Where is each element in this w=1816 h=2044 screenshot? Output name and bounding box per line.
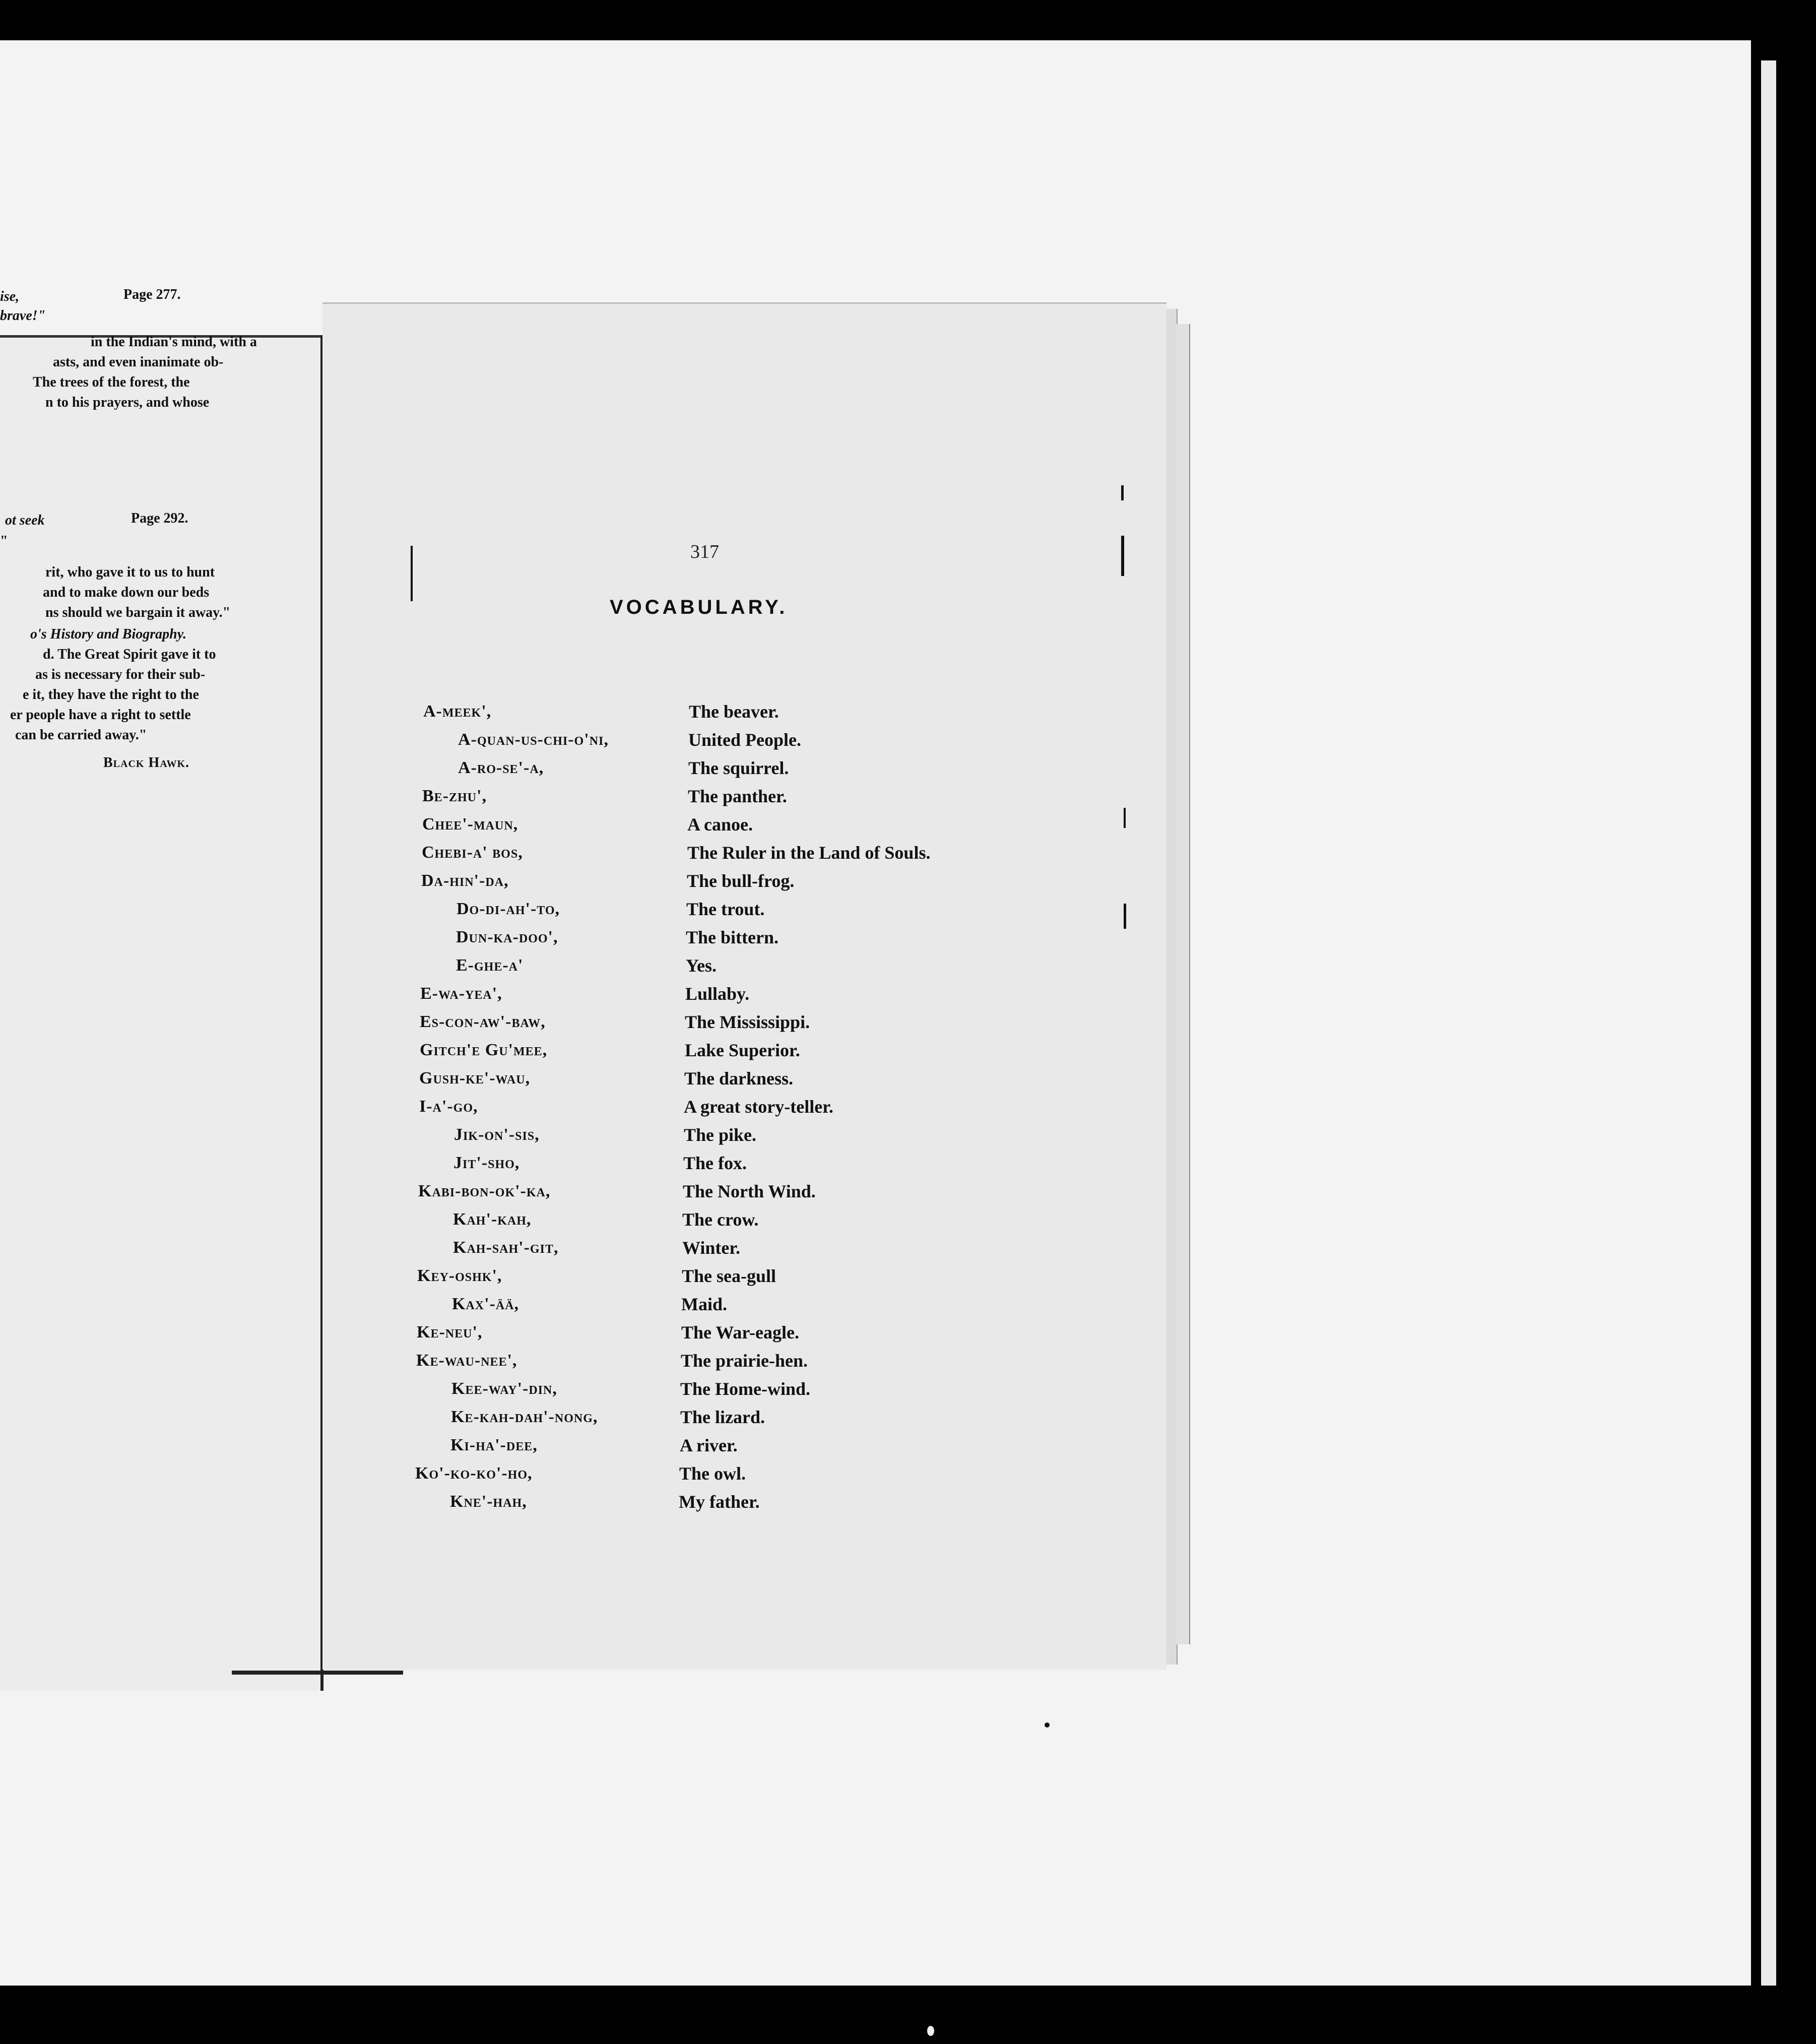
vocabulary-entry <box>322 1205 1129 1233</box>
entry-meaning: The crow. <box>682 1209 759 1230</box>
facing-page-line: as is necessary for their sub- <box>35 667 206 682</box>
entry-term: Da-hin'-da, <box>421 871 509 890</box>
vocabulary-entry <box>322 1261 1129 1290</box>
entry-meaning: The War-eagle. <box>681 1322 799 1343</box>
entry-term: Jit'-sho, <box>453 1154 520 1172</box>
facing-page-line: Page 292. <box>131 510 188 526</box>
entry-meaning: The squirrel. <box>688 758 789 778</box>
facing-page-line: n to his prayers, and whose <box>45 395 210 410</box>
entry-meaning: The lizard. <box>680 1407 765 1427</box>
vocabulary-entry <box>322 1374 1129 1402</box>
entry-term: Kee-way'-din, <box>451 1379 557 1398</box>
facing-page-line: d. The Great Spirit gave it to <box>43 647 216 662</box>
vocabulary-entry <box>322 1459 1129 1487</box>
entry-meaning: The panther. <box>688 786 787 806</box>
entry-meaning: A river. <box>680 1435 738 1455</box>
margin-mark <box>1124 904 1126 929</box>
vocabulary-entry <box>322 697 1129 725</box>
vocabulary-entry <box>322 1120 1129 1148</box>
margin-mark <box>411 546 413 601</box>
entry-term: Key-oshk', <box>417 1266 502 1285</box>
vocabulary-entry <box>322 1402 1129 1431</box>
entry-meaning: The owl. <box>679 1463 746 1484</box>
facing-page-line: Page 277. <box>123 287 181 302</box>
facing-page-line: er people have a right to settle <box>10 707 191 723</box>
vocabulary-entry <box>322 923 1129 951</box>
vocabulary-entry <box>322 951 1129 979</box>
margin-mark <box>1121 485 1124 500</box>
entry-meaning: The bull-frog. <box>687 871 795 891</box>
film-edge <box>1751 0 1816 2044</box>
film-edge-strip <box>1761 60 1776 1986</box>
entry-term: Chee'-maun, <box>422 815 518 834</box>
entry-term: A-meek', <box>423 702 492 721</box>
entry-term: Be-zhu', <box>422 787 487 805</box>
vocabulary-entry <box>322 838 1129 866</box>
margin-mark <box>1121 536 1124 576</box>
entry-term: Kabi-bon-ok'-ka, <box>418 1182 551 1200</box>
vocabulary-entry <box>322 1092 1129 1120</box>
entry-term: Chebi-a' bos, <box>422 843 523 862</box>
vocabulary-entry <box>322 1148 1129 1177</box>
vocabulary-entry <box>322 810 1129 838</box>
entry-meaning: My father. <box>679 1492 760 1512</box>
vocabulary-entry <box>322 1233 1129 1261</box>
entry-term: I-a'-go, <box>419 1097 478 1116</box>
entry-meaning: The beaver. <box>689 701 779 722</box>
facing-page-line: " <box>0 533 8 549</box>
page-stack-edge <box>1166 309 1178 1665</box>
facing-page-line: e it, they have the right to the <box>23 687 199 702</box>
facing-page-line: o's History and Biography. <box>30 626 187 642</box>
vocabulary-page <box>322 302 1166 1670</box>
entry-term: Gitch'e Gu'mee, <box>420 1041 548 1059</box>
entry-term: Dun-ka-doo', <box>456 928 558 946</box>
entry-term: Ke-kah-dah'-nong, <box>451 1408 598 1426</box>
entry-meaning: The Ruler in the Land of Souls. <box>687 843 931 863</box>
vocabulary-entry <box>322 1007 1129 1036</box>
entry-term: E-ghe-a' <box>456 956 524 975</box>
vocabulary-entry <box>322 1346 1129 1374</box>
facing-page-line: ise, <box>0 289 20 304</box>
entry-term: A-quan-us-chi-o'ni, <box>458 730 609 749</box>
entry-meaning: A canoe. <box>687 814 753 835</box>
page-stack-edge-back <box>1177 324 1190 1644</box>
entry-term: Kah'-kah, <box>453 1210 532 1229</box>
film-speck <box>927 2026 934 2036</box>
facing-page-line: The trees of the forest, the <box>33 374 190 390</box>
facing-page-line: brave!" <box>0 308 46 324</box>
entry-term: Ke-wau-nee', <box>416 1351 517 1370</box>
margin-mark <box>1124 808 1126 828</box>
vocabulary-entry <box>322 725 1129 753</box>
vocabulary-entry <box>322 1318 1129 1346</box>
film-speck <box>1045 1722 1050 1728</box>
entry-meaning: Lullaby. <box>685 984 750 1004</box>
vocabulary-entry <box>322 753 1129 782</box>
entry-meaning: Maid. <box>681 1294 728 1314</box>
facing-page-line: rit, who gave it to us to hunt <box>45 564 215 580</box>
entry-term: A-ro-se'-a, <box>458 758 544 777</box>
entry-meaning: The pike. <box>684 1125 757 1145</box>
facing-page-line: in the Indian's mind, with a <box>91 334 257 350</box>
entry-meaning: Yes. <box>686 955 717 976</box>
page-bottom-edge <box>232 1671 403 1675</box>
entry-term: Es-con-aw'-baw, <box>420 1012 546 1031</box>
entry-meaning: The North Wind. <box>683 1181 816 1201</box>
facing-page-line: ns should we bargain it away." <box>45 605 231 620</box>
entry-meaning: Winter. <box>682 1238 741 1258</box>
vocabulary-entry <box>322 1064 1129 1092</box>
vocabulary-entry <box>322 1290 1129 1318</box>
entry-term: Jik-on'-sis, <box>454 1125 540 1144</box>
vocabulary-entry <box>322 1177 1129 1205</box>
entry-term: Ke-neu', <box>417 1323 483 1342</box>
entry-term: Ko'-ko-ko'-ho, <box>415 1464 533 1483</box>
vocabulary-entry <box>322 1487 1129 1515</box>
entry-term: Kne'-hah, <box>450 1492 527 1511</box>
page-title: VOCABULARY. <box>610 596 788 618</box>
entry-term: E-wa-yea', <box>420 984 502 1003</box>
page-number: 317 <box>690 541 719 562</box>
vocabulary-entry <box>322 866 1129 895</box>
entry-meaning: The fox. <box>683 1153 747 1173</box>
facing-page-line: and to make down our beds <box>43 585 210 600</box>
entry-meaning: A great story-teller. <box>684 1097 833 1117</box>
entry-meaning: The prairie-hen. <box>681 1351 808 1371</box>
facing-page-line: asts, and even inanimate ob- <box>53 354 224 370</box>
vocabulary-entry <box>322 1036 1129 1064</box>
vocabulary-entry <box>322 782 1129 810</box>
entry-meaning: United People. <box>688 730 801 750</box>
vocabulary-entry <box>322 895 1129 923</box>
entry-term: Do-di-ah'-to, <box>457 900 560 918</box>
entry-meaning: The Mississippi. <box>685 1012 810 1032</box>
entry-term: Kah-sah'-git, <box>453 1238 559 1257</box>
entry-meaning: The sea-gull <box>682 1266 776 1286</box>
facing-page-line: can be carried away." <box>15 727 147 743</box>
entry-meaning: Lake Superior. <box>685 1040 800 1060</box>
entry-meaning: The darkness. <box>684 1068 794 1089</box>
entry-meaning: The Home-wind. <box>680 1379 811 1399</box>
entry-term: Gush-ke'-wau, <box>419 1069 531 1088</box>
facing-page <box>0 287 322 1691</box>
facing-page-line: Black Hawk. <box>103 755 190 771</box>
facing-page-line: ot seek <box>5 513 45 528</box>
entry-term: Ki-ha'-dee, <box>450 1436 538 1454</box>
vocabulary-entry <box>322 979 1129 1007</box>
vocabulary-entry <box>322 1431 1129 1459</box>
entry-meaning: The bittern. <box>686 927 779 947</box>
entry-term: Kax'-ää, <box>452 1295 520 1313</box>
entry-meaning: The trout. <box>686 899 765 919</box>
